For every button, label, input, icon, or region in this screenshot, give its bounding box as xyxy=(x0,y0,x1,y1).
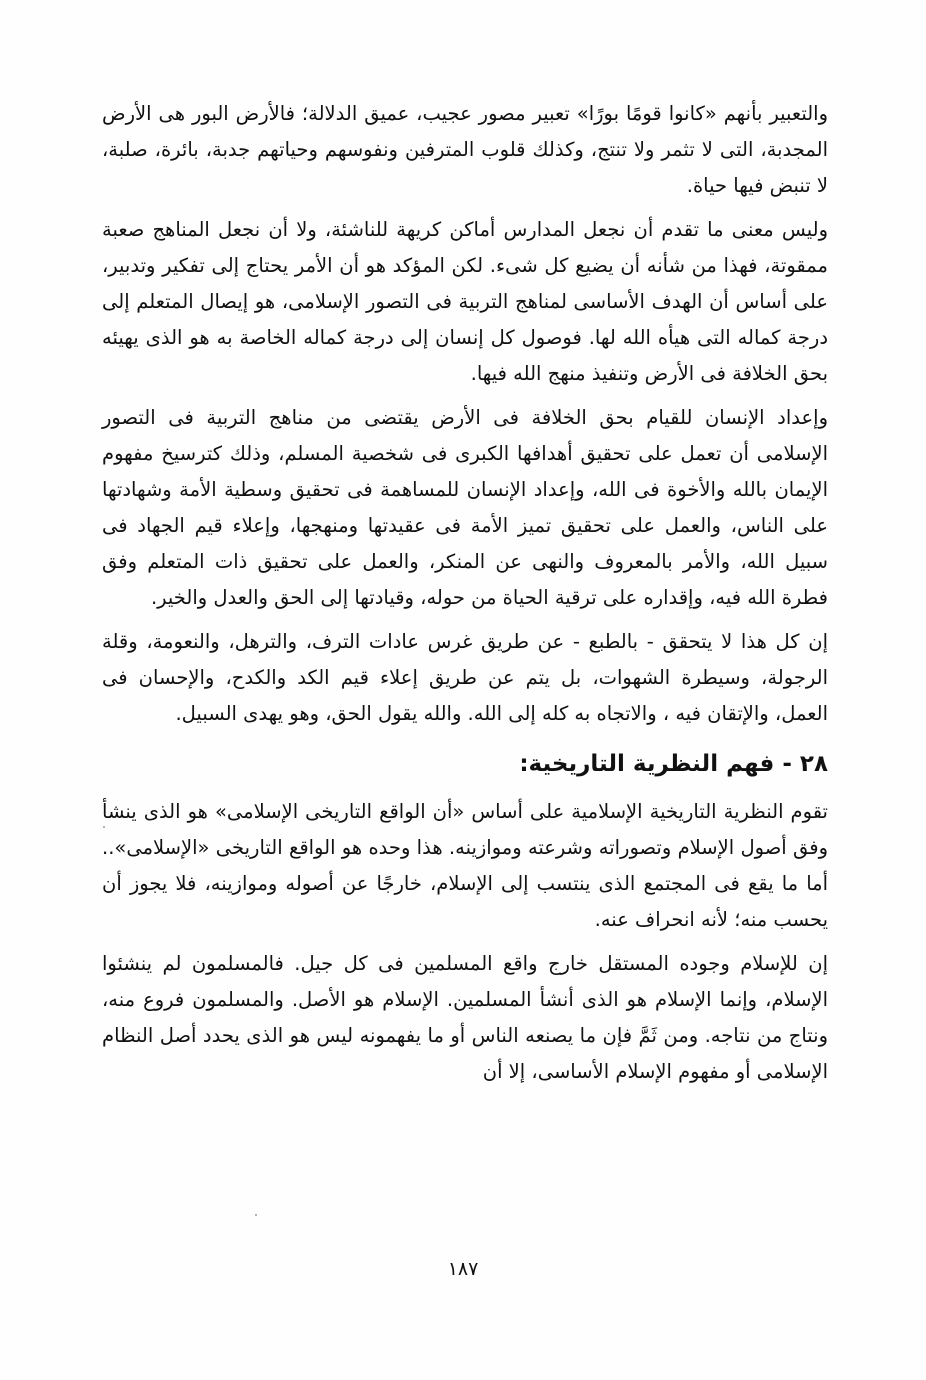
body-text xyxy=(102,96,828,1090)
paragraph-human-preparation: وإعداد الإنسان للقيام بحق الخلافة فى الأرض يقتضى من مناهج التربية فى التصور الإسلامى أن تعمل على تحقيق أهدافها الكبرى فى شخصية المسلم، وذلك كترسيخ مفهوم الإيمان بالله والأخوة فى الله، وإعداد الإنسان للمساهمة فى تحقيق وسطية الأمة وشهادتها على الناس، والعمل على تحقيق تميز الأمة فى عقيدتها ومنهجها، وإعلاء قيم الجهاد فى سبيل الله، والأمر بالمعروف والنهى عن المنكر، والعمل على تحقيق ذات المتعلم وفق فطرة الله فيه، وإقداره على ترقية الحياة من حوله، وقيادتها إلى الحق والعدل والخير. xyxy=(102,406,828,609)
paragraph-curriculum-purpose: وليس معنى ما تقدم أن نجعل المدارس أماكن كريهة للناشئة، ولا أن نجعل المناهج صعبة ممقوتة، فهذا من شأنه أن يضيع كل شىء. لكن المؤكد هو أن الأمر يحتاج إلى تفكير وتدبير، على أساس أن الهدف الأساسى لمناهج التربية فى التصور الإسلامى، هو إيصال المتعلم إلى درجة كماله التى هيأه الله لها. فوصول كل إنسان إلى درجة كماله الخاصة به هو الذى يهيئه بحق الخلافة فى الأرض وتنفيذ منهج الله فيها. xyxy=(102,218,828,385)
section-heading: ٢٨ - فهم النظرية التاريخية: xyxy=(519,751,828,777)
paragraph-islam-independent: إن للإسلام وجوده المستقل خارج واقع المسلمين فى كل جيل. فالمسلمون لم ينشئوا الإسلام، وإنما الإسلام هو الذى أنشأ المسلمين. الإسلام هو الأصل. والمسلمون فروع منه، ونتاج من نتاجه. ومن ثَمَّ فإن ما يصنعه الناس أو ما يفهمونه ليس هو الذى يحدد أصل النظام الإسلامى أو مفهوم الإسلام الأساسى، إلا أن xyxy=(102,952,828,1083)
paragraph-historical-theory: تقوم النظرية التاريخية الإسلامية على أساس «أن الواقع التاريخى الإسلامى» هو الذى ينشأ وفق أصول الإسلام وتصوراته وشرعته وموازينه. هذا وحده هو الواقع التاريخى «الإسلامى».. أما ما يقع فى المجتمع الذى ينتسب إلى الإسلام، خارجًا عن أصوله وموازينه، فلا يجوز أن يحسب منه؛ لأنه انحراف عنه. xyxy=(102,800,828,931)
paragraph-barren-land: والتعبير بأنهم «كانوا قومًا بورًا» تعبير مصور عجيب، عميق الدلالة؛ فالأرض البور هى الأرض المجدبة، التى لا تثمر ولا تنتج، وكذلك قلوب المترفين ونفوسهم وحياتهم جدبة، بائرة، صلبة، لا تنبض فيها حياة. xyxy=(102,102,828,197)
paragraph-values: إن كل هذا لا يتحقق - بالطبع - عن طريق غرس عادات الترف، والترهل، والنعومة، وقلة الرجولة، وسيطرة الشهوات، بل يتم عن طريق إعلاء قيم الكد والكدح، والإحسان فى العمل، والإتقان فيه ، والاتجاه به كله إلى الله. والله يقول الحق، وهو يهدى السبيل. xyxy=(102,630,828,725)
page-number: ١٨٧ xyxy=(447,1258,479,1280)
scan-speck xyxy=(255,1214,257,1216)
scan-speck xyxy=(103,826,105,828)
